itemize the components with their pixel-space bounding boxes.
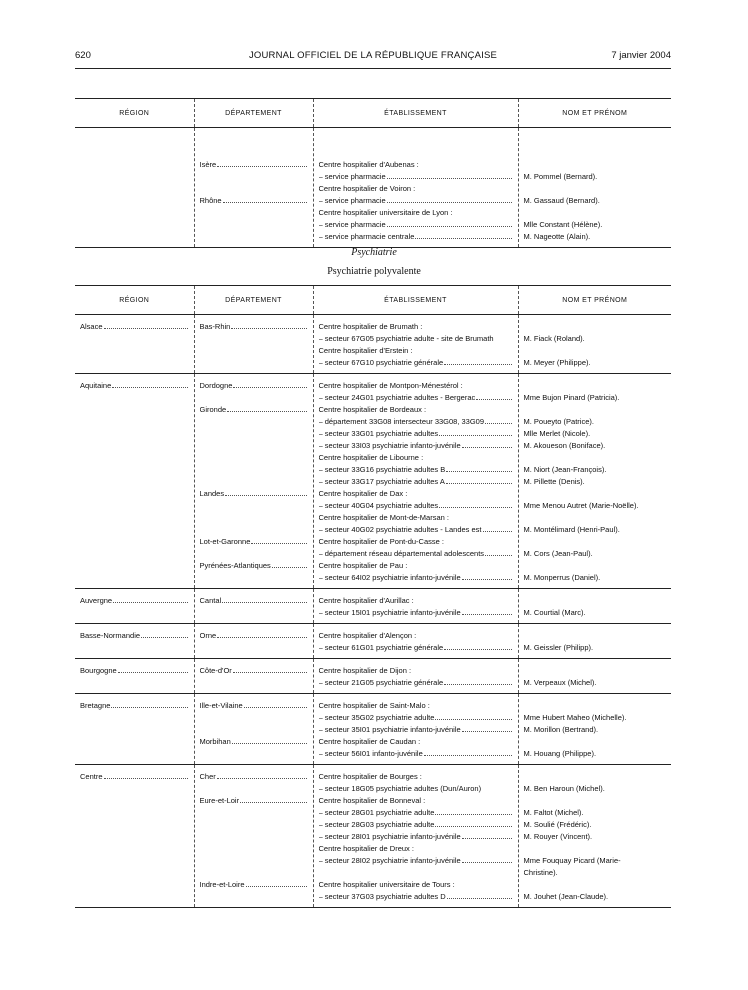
estab-line: Centre hospitalier de Montpon-Ménestérol : bbox=[318, 381, 463, 390]
estab-line: Centre hospitalier de Voiron : bbox=[318, 184, 416, 193]
dept-label: Cantal bbox=[199, 596, 222, 605]
estab-line: Centre hospitalier de Bonneval : bbox=[318, 796, 426, 805]
person-name: M. Jouhet (Jean-Claude). bbox=[523, 892, 609, 901]
region-label: Aquitaine bbox=[80, 381, 112, 390]
table-row bbox=[75, 624, 671, 659]
estab-line: – secteur 15I01 psychiatrie infanto-juvénile bbox=[318, 608, 461, 617]
region-label: Centre bbox=[80, 772, 103, 781]
departement-cell bbox=[194, 128, 313, 248]
estab-line: Centre hospitalier de Dreux : bbox=[318, 844, 414, 853]
region-label: Bourgogne bbox=[80, 666, 117, 675]
estab-line: Centre hospitalier d'Erstein : bbox=[318, 346, 413, 355]
person-name: M. Niort (Jean-François). bbox=[523, 465, 607, 474]
dept-label: Morbihan bbox=[199, 737, 231, 746]
estab-line: – secteur 40G02 psychiatrie adultes - Landes est bbox=[318, 525, 482, 534]
estab-line: – secteur 28I02 psychiatrie infanto-juvénile bbox=[318, 856, 461, 865]
dept-label: Landes bbox=[199, 489, 225, 498]
issue-date: 7 janvier 2004 bbox=[611, 50, 671, 61]
estab-line: Centre hospitalier de Pont-du-Casse : bbox=[318, 537, 444, 546]
dept-label: Indre-et-Loire bbox=[199, 880, 245, 889]
dept-label: Ille-et-Vilaine bbox=[199, 701, 243, 710]
table-row bbox=[75, 765, 671, 908]
region-label: Bretagne bbox=[80, 701, 111, 710]
estab-line: Centre hospitalier universitaire de Tours : bbox=[318, 880, 455, 889]
estab-line: – service pharmacie bbox=[318, 196, 386, 205]
col-header-departement: DÉPARTEMENT bbox=[194, 286, 313, 315]
region-label: Auvergne bbox=[80, 596, 113, 605]
estab-line: – secteur 67G05 psychiatrie adulte - site de Brumath bbox=[318, 334, 494, 343]
estab-line: Centre hospitalier de Pau : bbox=[318, 561, 408, 570]
estab-line: Centre hospitalier de Libourne : bbox=[318, 453, 424, 462]
table-row bbox=[75, 315, 671, 374]
header-rule bbox=[75, 68, 671, 69]
person-name: M. Poueyto (Patrice). bbox=[523, 417, 594, 426]
dept-label: Lot-et-Garonne bbox=[199, 537, 251, 546]
col-header-departement: DÉPARTEMENT bbox=[194, 99, 313, 128]
estab-line: – secteur 35I01 psychiatrie infanto-juvénile bbox=[318, 725, 461, 734]
dept-label: Côte-d'Or bbox=[199, 666, 232, 675]
col-header-nom: NOM ET PRÉNOM bbox=[518, 286, 671, 315]
region-label: Basse-Normandie bbox=[80, 631, 141, 640]
estab-line: Centre hospitalier d'Aubenas : bbox=[318, 160, 419, 169]
col-header-region: RÉGION bbox=[75, 286, 194, 315]
person-name: M. Verpeaux (Michel). bbox=[523, 678, 597, 687]
estab-line: – service pharmacie bbox=[318, 172, 386, 181]
estab-line: – secteur 24G01 psychiatrie adultes - Bergerac bbox=[318, 393, 476, 402]
estab-line: – secteur 64I02 psychiatrie infanto-juvénile bbox=[318, 573, 461, 582]
etablissement-cell bbox=[313, 128, 518, 248]
person-name: M. Akoueson (Boniface). bbox=[523, 441, 606, 450]
table-row bbox=[75, 694, 671, 765]
estab-line: – département 33G08 intersecteur 33G08, 33G09 bbox=[318, 417, 485, 426]
table-pharmacy bbox=[75, 98, 671, 248]
person-name: M. Pillette (Denis). bbox=[523, 477, 585, 486]
estab-line: – secteur 40G04 psychiatrie adultes bbox=[318, 501, 439, 510]
person-name: M. Ben Haroun (Michel). bbox=[523, 784, 605, 793]
estab-line: – département réseau départemental adolescents bbox=[318, 549, 485, 558]
estab-line: – secteur 33I03 psychiatrie infanto-juvénile bbox=[318, 441, 461, 450]
table-row bbox=[75, 589, 671, 624]
estab-line: – secteur 56I01 infanto-juvénile bbox=[318, 749, 423, 758]
estab-line: – secteur 33G01 psychiatrie adultes bbox=[318, 429, 439, 438]
estab-line: – service pharmacie centrale bbox=[318, 232, 415, 241]
estab-line: Centre hospitalier d'Alençon : bbox=[318, 631, 417, 640]
person-name: M. Geissler (Philipp). bbox=[523, 643, 594, 652]
dept-label: Pyrénées-Atlantiques bbox=[199, 561, 271, 570]
estab-line: – service pharmacie bbox=[318, 220, 386, 229]
dept-label: Isère bbox=[199, 160, 217, 169]
estab-line: – secteur 28G01 psychiatrie adulte bbox=[318, 808, 435, 817]
estab-line: Centre hospitalier de Mont-de-Marsan : bbox=[318, 513, 449, 522]
person-name: Christine). bbox=[523, 868, 558, 877]
person-name: M. Monperrus (Daniel). bbox=[523, 573, 601, 582]
dept-label: Dordogne bbox=[199, 381, 233, 390]
estab-line: – secteur 28I01 psychiatrie infanto-juvénile bbox=[318, 832, 461, 841]
estab-line: Centre hospitalier de Bordeaux : bbox=[318, 405, 427, 414]
page-number: 620 bbox=[75, 50, 91, 61]
person-name: M. Nageotte (Alain). bbox=[523, 232, 591, 241]
dept-label: Rhône bbox=[199, 196, 222, 205]
person-name: Mme Bujon Pinard (Patricia). bbox=[523, 393, 620, 402]
dept-label: Orne bbox=[199, 631, 217, 640]
dept-label: Gironde bbox=[199, 405, 227, 414]
region-label: Alsace bbox=[80, 322, 103, 331]
person-name: M. Houang (Philippe). bbox=[523, 749, 597, 758]
person-name: M. Cors (Jean-Paul). bbox=[523, 549, 593, 558]
estab-line: Centre hospitalier d'Aurillac : bbox=[318, 596, 414, 605]
estab-line: – secteur 28G03 psychiatrie adulte bbox=[318, 820, 435, 829]
person-name: Mlle Constant (Hélène). bbox=[523, 220, 603, 229]
section-title: Psychiatrie bbox=[351, 247, 397, 258]
estab-line: – secteur 35G02 psychiatrie adulte bbox=[318, 713, 435, 722]
col-header-etablissement: ÉTABLISSEMENT bbox=[313, 99, 518, 128]
nom-cell bbox=[518, 128, 671, 248]
person-name: M. Morillon (Bertrand). bbox=[523, 725, 599, 734]
table-psychiatrie bbox=[75, 285, 671, 908]
dept-label: Eure-et-Loir bbox=[199, 796, 240, 805]
estab-line: – secteur 67G10 psychiatrie générale bbox=[318, 358, 444, 367]
person-name: M. Pommel (Bernard). bbox=[523, 172, 598, 181]
person-name: M. Faltot (Michel). bbox=[523, 808, 584, 817]
person-name: Mme Fouquay Picard (Marie- bbox=[523, 856, 621, 865]
person-name: M. Rouyer (Vincent). bbox=[523, 832, 593, 841]
estab-line: Centre hospitalier de Caudan : bbox=[318, 737, 421, 746]
estab-line: Centre hospitalier de Brumath : bbox=[318, 322, 423, 331]
estab-line: – secteur 61G01 psychiatrie générale bbox=[318, 643, 444, 652]
dept-label: Bas-Rhin bbox=[199, 322, 231, 331]
person-name: M. Soulié (Frédéric). bbox=[523, 820, 592, 829]
region-cell bbox=[75, 128, 194, 248]
estab-line: – secteur 21G05 psychiatrie générale bbox=[318, 678, 444, 687]
page-header bbox=[75, 50, 671, 66]
col-header-etablissement: ÉTABLISSEMENT bbox=[313, 286, 518, 315]
estab-line: – secteur 33G17 psychiatrie adultes A bbox=[318, 477, 445, 486]
person-name: M. Courtial (Marc). bbox=[523, 608, 586, 617]
col-header-nom: NOM ET PRÉNOM bbox=[518, 99, 671, 128]
dept-label: Cher bbox=[199, 772, 216, 781]
person-name: M. Fiack (Roland). bbox=[523, 334, 585, 343]
person-name: Mlle Merlet (Nicole). bbox=[523, 429, 591, 438]
table-row bbox=[75, 374, 671, 589]
estab-line: Centre hospitalier de Dax : bbox=[318, 489, 408, 498]
estab-line: Centre hospitalier de Dijon : bbox=[318, 666, 412, 675]
estab-line: Centre hospitalier de Bourges : bbox=[318, 772, 422, 781]
estab-line: – secteur 33G16 psychiatrie adultes B bbox=[318, 465, 446, 474]
person-name: M. Gassaud (Bernard). bbox=[523, 196, 600, 205]
section-subtitle: Psychiatrie polyvalente bbox=[327, 266, 421, 277]
table-row bbox=[75, 659, 671, 694]
person-name: M. Meyer (Philippe). bbox=[523, 358, 591, 367]
person-name: M. Montélimard (Henri-Paul). bbox=[523, 525, 620, 534]
estab-line: Centre hospitalier universitaire de Lyon : bbox=[318, 208, 453, 217]
person-name: Mme Hubert Maheo (Michelle). bbox=[523, 713, 627, 722]
col-header-region: RÉGION bbox=[75, 99, 194, 128]
estab-line: Centre hospitalier de Saint-Malo : bbox=[318, 701, 430, 710]
estab-line: – secteur 18G05 psychiatrie adultes (Dun/Auron) bbox=[318, 784, 482, 793]
person-name: Mme Menou Autret (Marie-Noëlle). bbox=[523, 501, 639, 510]
journal-title: JOURNAL OFFICIEL DE LA RÉPUBLIQUE FRANÇAISE bbox=[248, 50, 498, 61]
estab-line: – secteur 37G03 psychiatrie adultes D bbox=[318, 892, 446, 901]
